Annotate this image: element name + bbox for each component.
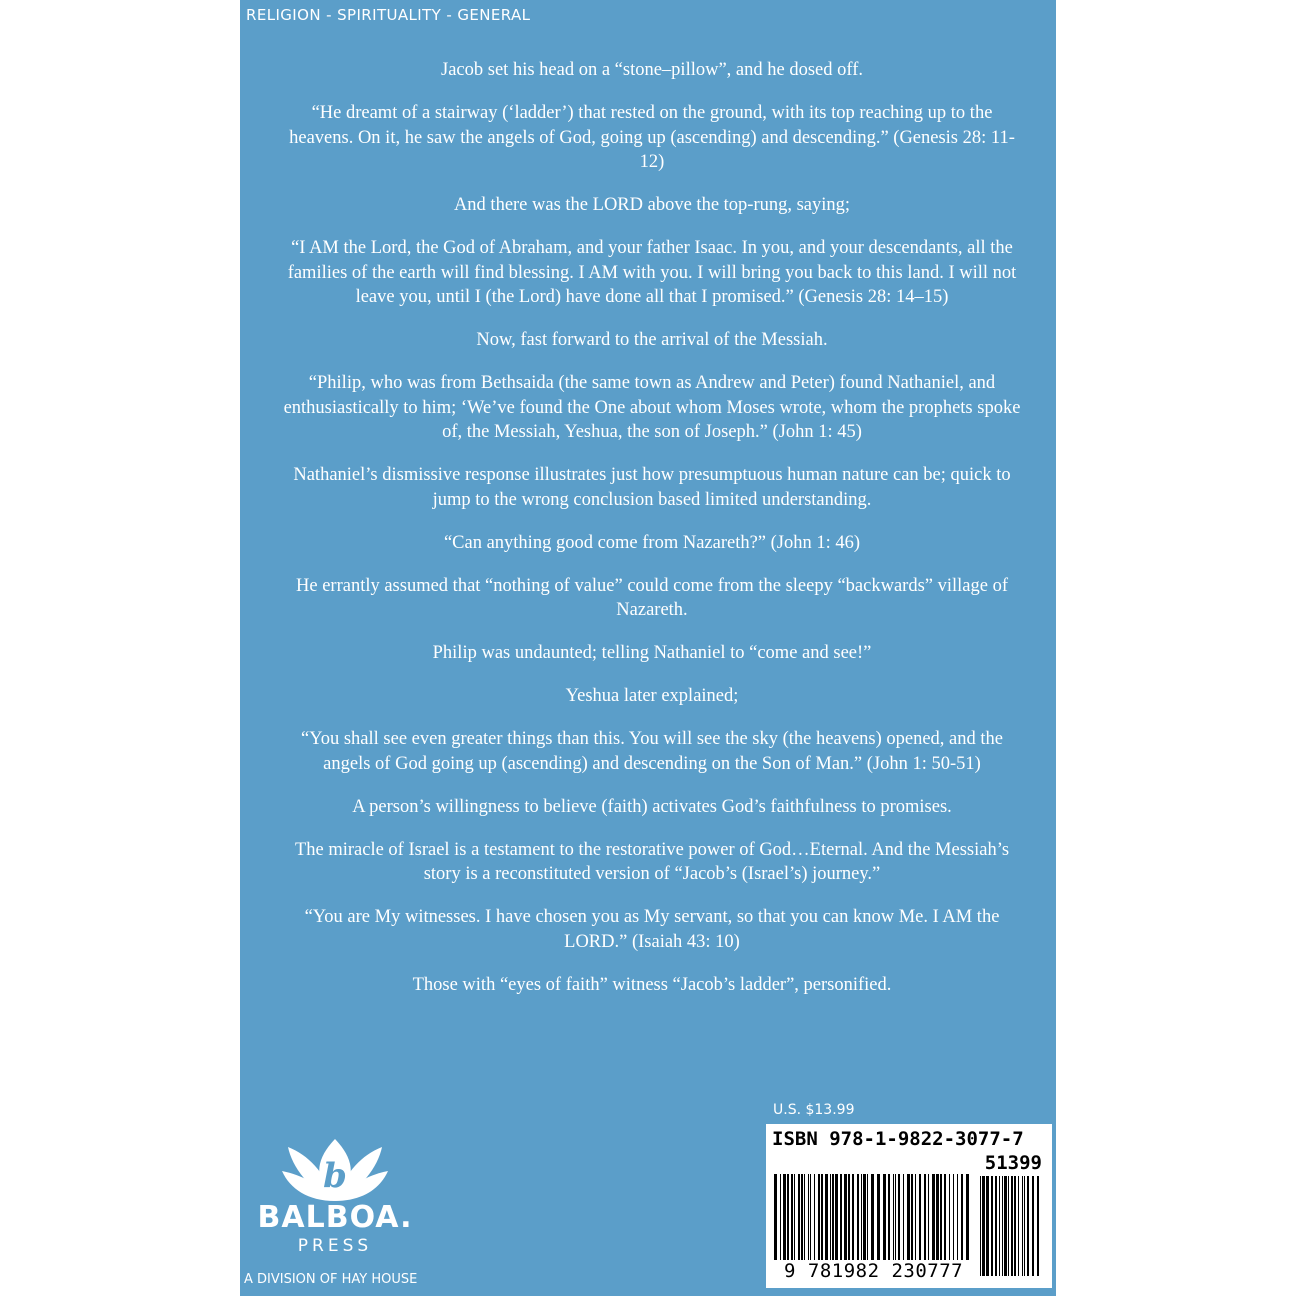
publisher-subname: PRESS — [297, 1236, 373, 1256]
paragraph: “Can anything good come from Nazareth?” (John 1: 46) — [443, 532, 861, 553]
paragraph: And there was the LORD above the top-rung, saying; — [453, 195, 851, 215]
paragraph: Those with “eyes of faith” witness “Jacob’s ladder”, personified. — [412, 974, 892, 995]
barcode — [766, 1124, 1052, 1288]
category-label: RELIGION - SPIRITUALITY - GENERAL — [246, 6, 531, 24]
publisher-name: BALBOA. — [257, 1200, 413, 1235]
paragraph: The miracle of Israel is a testament to the restorative power of God…Eternal. And the Messiah’s story is a reconstituted version of “Jacob’s (Israel’s) journey.” — [294, 839, 1010, 884]
price-label: U.S. $13.99 — [773, 1102, 855, 1118]
paragraph: “I AM the Lord, the God of Abraham, and your father Isaac. In you, and your descendants, all the families of the earth will find blessing. I AM with you. I will bring you back to this land. I will not leave you, until I (the Lord) have done all that I promised.” (Genesis 28: 14–15) — [287, 238, 1017, 307]
publisher-division: A DIVISION OF HAY HOUSE — [244, 1272, 418, 1287]
paragraph: “He dreamt of a stairway (‘ladder’) that rested on the ground, with its top reaching up to the heavens. On it, he saw the angels of God, going up (ascending) and descending.” (Genesis 28: 11-12) — [289, 103, 1015, 172]
barcode-bars-icon — [774, 1174, 970, 1260]
isbn-label: ISBN 978-1-9822-3077-7 — [772, 1128, 1024, 1150]
paragraph: Yeshua later explained; — [565, 686, 739, 706]
addon-barcode-bars-icon — [980, 1176, 1042, 1276]
paragraph: “You are My witnesses. I have chosen you as My servant, so that you can know Me. I AM the LORD.” (Isaiah 43: 10) — [304, 907, 1000, 952]
paragraph: Philip was undaunted; telling Nathaniel to “come and see!” — [432, 643, 872, 663]
paragraph: Nathaniel’s dismissive response illustrates just how presumptuous human nature can be; quick to jump to the wrong conclusion based limited understanding. — [293, 465, 1011, 510]
paragraph: “You shall see even greater things than this. You will see the sky (the heavens) opened, and the angels of God going up (ascending) and descending on the Son of Man.” (John 1: 50-51) — [301, 729, 1003, 774]
paragraph: Jacob set his head on a “stone–pillow”, and he dosed off. — [441, 60, 863, 80]
back-cover — [240, 0, 1056, 1296]
blurb-text — [282, 58, 1022, 1016]
svg-text:b: b — [323, 1156, 347, 1196]
ean-digits: 9 781982 230777 — [784, 1260, 964, 1282]
paragraph: A person’s willingness to believe (faith) activates God’s faithfulness to promises. — [352, 796, 952, 817]
paragraph: Now, fast forward to the arrival of the Messiah. — [476, 330, 828, 350]
paragraph: He errantly assumed that “nothing of value” could come from the sleepy “backwards” village of Nazareth. — [296, 575, 1008, 620]
price-code: 51399 — [984, 1152, 1042, 1174]
paragraph: “Philip, who was from Bethsaida (the same town as Andrew and Peter) found Nathaniel, and enthusiastically to him; ‘We’ve found the One about whom Moses wrote, whom the prophets spoke of, the Messiah, Yeshua, the son of Joseph.” (John 1: 45) — [283, 373, 1021, 442]
